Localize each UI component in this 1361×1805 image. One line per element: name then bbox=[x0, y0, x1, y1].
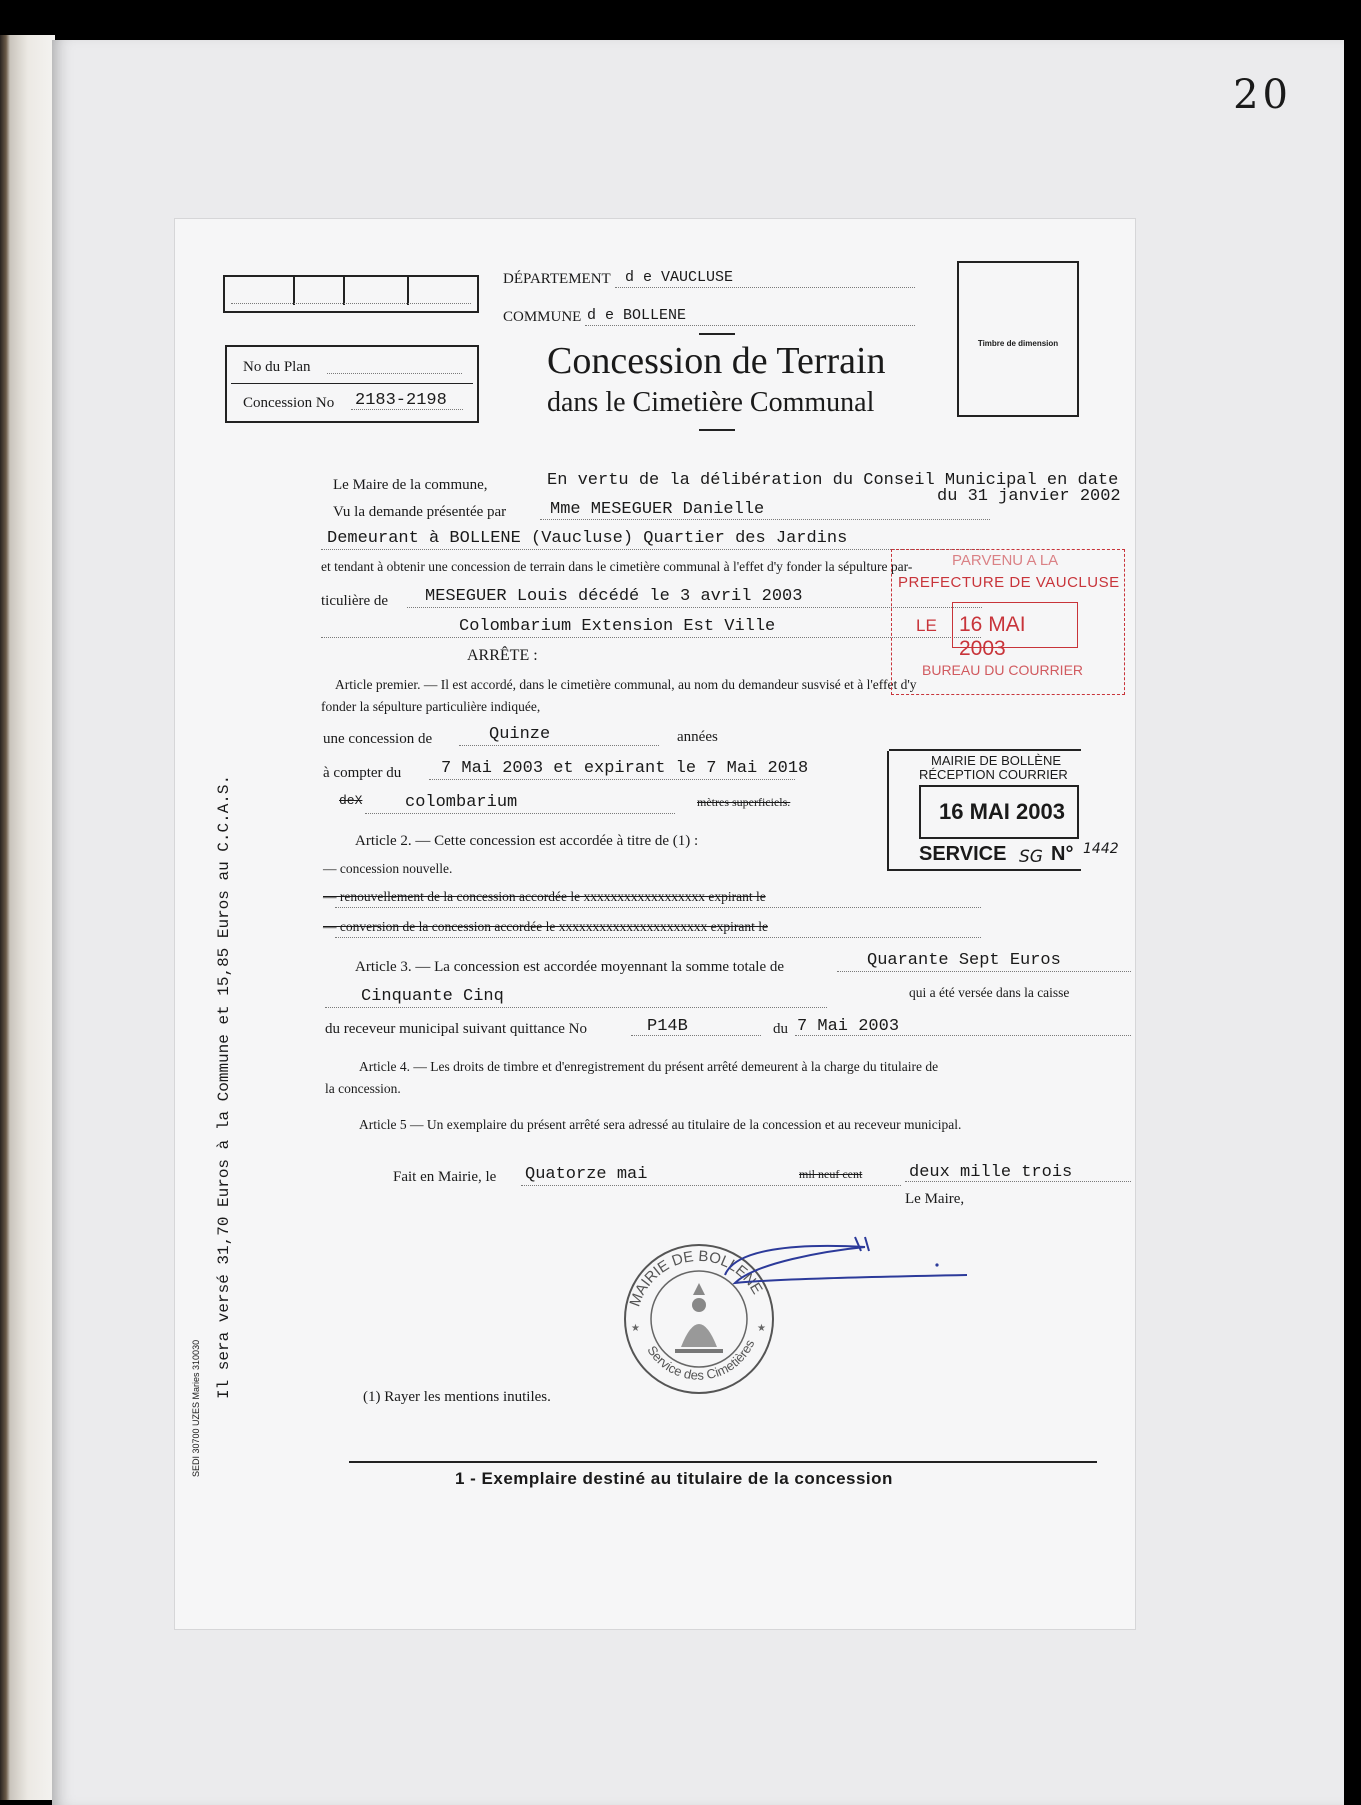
particuliere-value: MESEGUER Louis décédé le 3 avril 2003 bbox=[425, 587, 803, 606]
printer-mark: SEDI 30700 UZES Maries 310030 bbox=[191, 1339, 201, 1477]
le-maire: Le Maire, bbox=[905, 1191, 965, 1207]
compter-value: 7 Mai 2003 et expirant le 7 Mai 2018 bbox=[441, 759, 809, 778]
fait-struck: mil neuf cent bbox=[799, 1167, 863, 1181]
article3-du: du bbox=[773, 1021, 788, 1037]
article3-quittance: P14B bbox=[647, 1017, 688, 1036]
seal-bottom-text: Service des Cimetières bbox=[644, 1337, 758, 1383]
article3-value2: Cinquante Cinq bbox=[361, 987, 504, 1006]
svg-text:★: ★ bbox=[631, 1323, 640, 1334]
article3-receveur: du receveur municipal suivant quittance No bbox=[325, 1021, 587, 1037]
arrete-heading: ARRÊTE : bbox=[467, 647, 538, 664]
mairie-service-hand: SG bbox=[1019, 847, 1043, 867]
commune-label: COMMUNE bbox=[503, 309, 582, 325]
fait-label: Fait en Mairie, le bbox=[393, 1169, 497, 1185]
footnote: (1) Rayer les mentions inutiles. bbox=[363, 1389, 551, 1405]
duree-label: une concession de bbox=[323, 731, 433, 747]
article3-date: 7 Mai 2003 bbox=[797, 1017, 900, 1036]
particuliere-label: ticulière de bbox=[321, 593, 389, 609]
prefecture-line2: PREFECTURE DE VAUCLUSE bbox=[898, 574, 1120, 591]
de-struck: deX bbox=[339, 793, 363, 808]
article1-text2: fonder la sépulture particulière indiquée, bbox=[321, 699, 541, 714]
prefecture-date-box bbox=[952, 602, 1078, 660]
maire-value: En vertu de la délibération du Conseil Municipal en date bbox=[547, 471, 1119, 490]
title-rule-bottom bbox=[699, 429, 735, 431]
article2-option3: — conversion de la concession accordée le xxxxxxxxxxxxxxxxxxxxxx expirant le bbox=[323, 919, 768, 934]
colombarium-value: colombarium bbox=[405, 793, 518, 812]
article3-text: Article 3. — La concession est accordée moyennant la somme totale de bbox=[355, 959, 785, 975]
article3-caisse: qui a été versée dans la caisse bbox=[909, 985, 1070, 1000]
title-line2: dans le Cimetière Communal bbox=[547, 387, 875, 418]
seal-top-text: MAIRIE DE BOLLENE bbox=[626, 1247, 766, 1309]
prefecture-le: LE bbox=[916, 616, 937, 635]
concession-number-box bbox=[225, 345, 479, 423]
svg-text:★: ★ bbox=[757, 1323, 766, 1334]
mairie-date: 16 MAI 2003 bbox=[939, 799, 1065, 824]
title-rule-top bbox=[699, 333, 735, 335]
mayor-signature-icon bbox=[715, 1229, 975, 1299]
side-vertical-text: Il sera versé 31,70 Euros à la Commune et 15,85 Euros au C.C.A.S. bbox=[215, 774, 233, 1399]
article2-text: Article 2. — Cette concession est accordée à titre de (1) : bbox=[355, 833, 699, 849]
demeurant-value: Demeurant à BOLLENE (Vaucluse) Quartier des Jardins bbox=[327, 529, 848, 548]
maire-value-date: du 31 janvier 2002 bbox=[937, 487, 1121, 506]
footer-rule bbox=[349, 1461, 1097, 1463]
prefecture-date: 16 MAI 2003 bbox=[959, 613, 1026, 660]
prefecture-stamp bbox=[891, 549, 1125, 695]
duree-unit: années bbox=[677, 729, 718, 745]
footer-title: 1 - Exemplaire destiné au titulaire de la concession bbox=[455, 1469, 893, 1488]
article2-option2: — renouvellement de la concession accordée le xxxxxxxxxxxxxxxxxx expirant le bbox=[323, 889, 766, 904]
maire-label: Le Maire de la commune, bbox=[333, 477, 488, 493]
departement-label: DÉPARTEMENT bbox=[503, 271, 611, 287]
mairie-line2: RÉCEPTION COURRIER bbox=[919, 767, 1068, 782]
superficie-struck: mètres superficiels. bbox=[697, 795, 791, 809]
reference-box bbox=[223, 275, 479, 313]
mairie-num: 1442 bbox=[1083, 841, 1119, 857]
timbre-box bbox=[957, 261, 1079, 417]
tendant-text: et tendant à obtenir une concession de terrain dans le cimetière communal à l'effet d'y fonder la sépulture par- bbox=[321, 559, 913, 574]
article3-value: Quarante Sept Euros bbox=[867, 951, 1061, 970]
page-number: 20 bbox=[1233, 72, 1292, 118]
mairie-service: SERVICE bbox=[919, 843, 1007, 865]
mairie-date-box bbox=[919, 785, 1079, 839]
mairie-line1: MAIRIE DE BOLLÈNE bbox=[931, 753, 1062, 768]
demande-label: Vu la demande présentée par bbox=[333, 504, 507, 520]
article4-text2: la concession. bbox=[325, 1081, 401, 1096]
commune-value: d e BOLLENE bbox=[587, 307, 687, 324]
timbre-label: Timbre de dimension bbox=[977, 339, 1059, 348]
prefecture-line1: PARVENU A LA bbox=[952, 552, 1059, 569]
binder-edge bbox=[0, 35, 55, 1800]
fait-year: deux mille trois bbox=[909, 1163, 1073, 1182]
prefecture-bureau: BUREAU DU COURRIER bbox=[922, 662, 1084, 678]
concession-form bbox=[174, 218, 1136, 1630]
article4-text: Article 4. — Les droits de timbre et d'enregistrement du présent arrêté demeurent à la charge du titulaire de bbox=[359, 1059, 939, 1074]
departement-value: d e VAUCLUSE bbox=[625, 269, 734, 286]
mairie-reception-stamp bbox=[887, 751, 1119, 871]
compter-label: à compter du bbox=[323, 765, 402, 781]
article5-text: Article 5 — Un exemplaire du présent arrêté sera adressé au titulaire de la concession et au receveur municipal. bbox=[359, 1117, 962, 1132]
article2-option1: — concession nouvelle. bbox=[323, 861, 453, 876]
title-line1: Concession de Terrain bbox=[547, 340, 886, 382]
demande-value: Mme MESEGUER Danielle bbox=[550, 500, 765, 519]
concession-label: Concession No bbox=[243, 395, 335, 411]
duree-value: Quinze bbox=[489, 725, 551, 744]
plan-label: No du Plan bbox=[243, 359, 311, 375]
fait-value: Quatorze mai bbox=[525, 1165, 648, 1184]
lieu-value: Colombarium Extension Est Ville bbox=[459, 617, 776, 636]
mairie-n: N° bbox=[1051, 843, 1074, 865]
article1-text: Article premier. — Il est accordé, dans le cimetière communal, au nom du demandeur susvisé et à l'effet d'y bbox=[335, 677, 917, 692]
concession-value: 2183-2198 bbox=[355, 391, 447, 410]
